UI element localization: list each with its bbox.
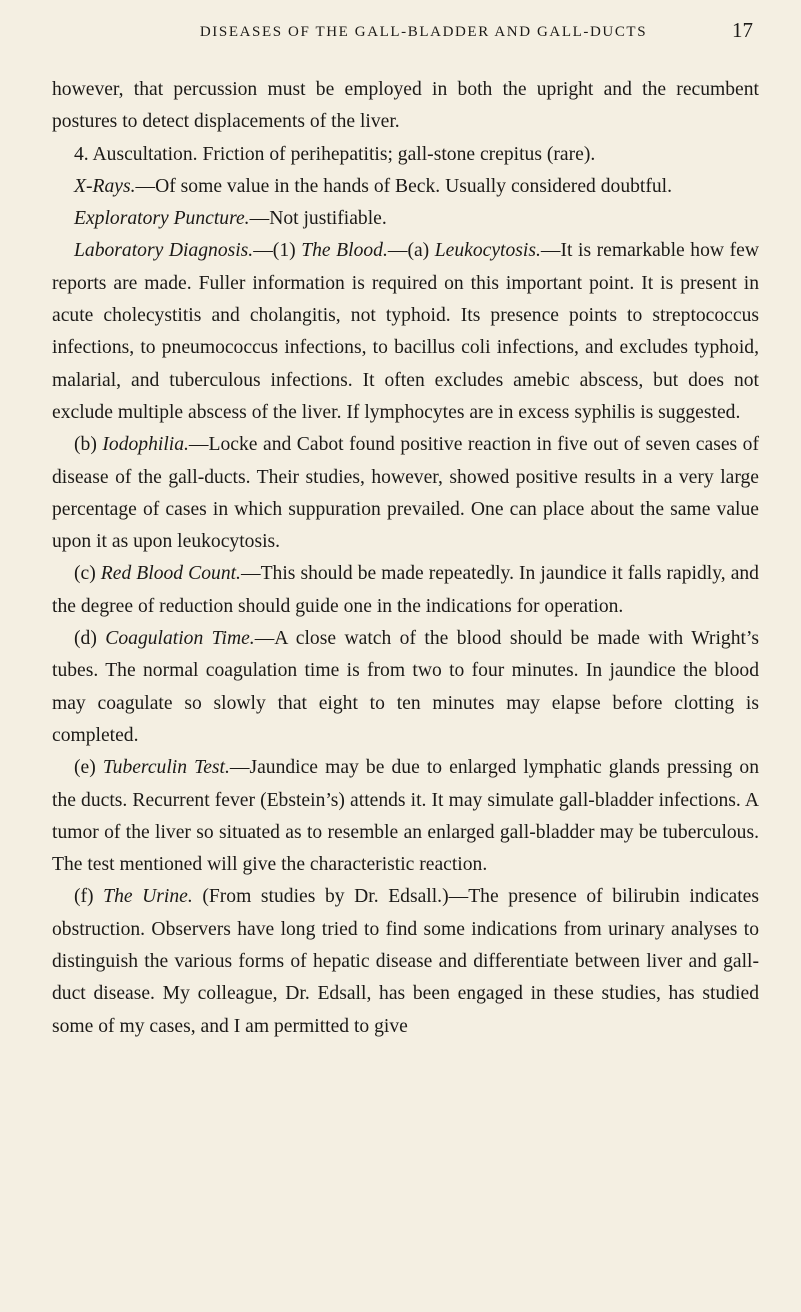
paragraph-iodophilia: (b) Iodophilia.—Locke and Cabot found positive reaction in five out of seven cases of disease of the gall-ducts. Their studies, however, showed positive results in a very large percentage of cases in which suppuration prevailed. One can place about the same value upon it as upon leukocytosis. [52, 434, 759, 553]
paragraph-coagulation-time: (d) Coagulation Time.—A close watch of the blood should be made with Wright’s tubes. The normal coagulation time is from two to four minutes. In jaundice the blood may coagulate so slowly that eight to ten minutes may elapse before clotting is completed. [52, 628, 760, 746]
subsection-heading: Red Blood Count. [100, 563, 241, 585]
paragraph-tuberculin-test: (e) Tuberculin Test.—Jaundice may be due to enlarged lymphatic glands pressing on the ducts. Recurrent fever (Ebstein’s) attends it. It may simulate gall-bladder infections. A tumor of the liver so situated as to resemble an enlarged gall-bladder may be tuberculous. The test mentioned will give the characteristic reaction. [52, 757, 759, 876]
section-heading: Laboratory Diagnosis. [74, 240, 254, 262]
page-number: 17 [732, 18, 753, 42]
subsection-heading: Coagulation Time. [105, 628, 255, 650]
subsection-heading: Leukocytosis. [434, 240, 541, 262]
paragraph-red-blood-count: (c) Red Blood Count.—This should be made repeatedly. In jaundice it falls rapidly, and the degree of reduction should guide one in the indications for operation. [52, 563, 759, 617]
section-heading: Exploratory Puncture. [74, 208, 250, 230]
running-head [52, 18, 759, 50]
paragraph-exploratory-puncture: Exploratory Puncture.—Not justifiable. [74, 208, 387, 230]
subsection-heading: The Urine. [103, 886, 193, 908]
paragraph-auscultation: 4. Auscultation. Friction of perihepatitis; gall-stone crepitus (rare). [74, 143, 596, 165]
paragraph-urine: (f) The Urine. (From studies by Dr. Edsall.)—The presence of bilirubin indicates obstruction. Observers have long tried to find some indications from urinary analyses to distinguish the various forms of hepatic disease and differentiate between liver and gall-duct disease. My colleague, Dr. Edsall, has been engaged in these studies, has studied some of my cases, and I am permitted to give [52, 886, 759, 1037]
body-text [52, 74, 759, 1043]
paragraph-leukocytosis: Laboratory Diagnosis.—(1) The Blood.—(a) Leukocytosis.—It is remarkable how few reports are made. Fuller information is required on this important point. It is present in acute cholecystitis and cholangitis, not typhoid. Its presence points to streptococcus infections, to pneumococcus infections, to bacillus coli infections, and excludes typhoid, malarial, and tuberculous infections. It often excludes amebic abscess, but does not exclude multiple abscess of the liver. If lymphocytes are in excess syphilis is suggested. [52, 240, 759, 423]
running-head-title: DISEASES OF THE GALL-BLADDER AND GALL-DUCTS [199, 24, 648, 40]
subsection-heading: Tuberculin Test. [102, 757, 230, 779]
subsection-heading: The Blood. [301, 240, 388, 262]
section-heading: X-Rays. [74, 175, 136, 197]
paragraph-x-rays: X-Rays.—Of some value in the hands of Beck. Usually considered doubtful. [74, 175, 673, 197]
paragraph-percussion: however, that percussion must be employed in both the upright and the recumbent postures to detect displacements of the liver. [52, 79, 759, 133]
subsection-heading: Iodophilia. [102, 434, 189, 456]
